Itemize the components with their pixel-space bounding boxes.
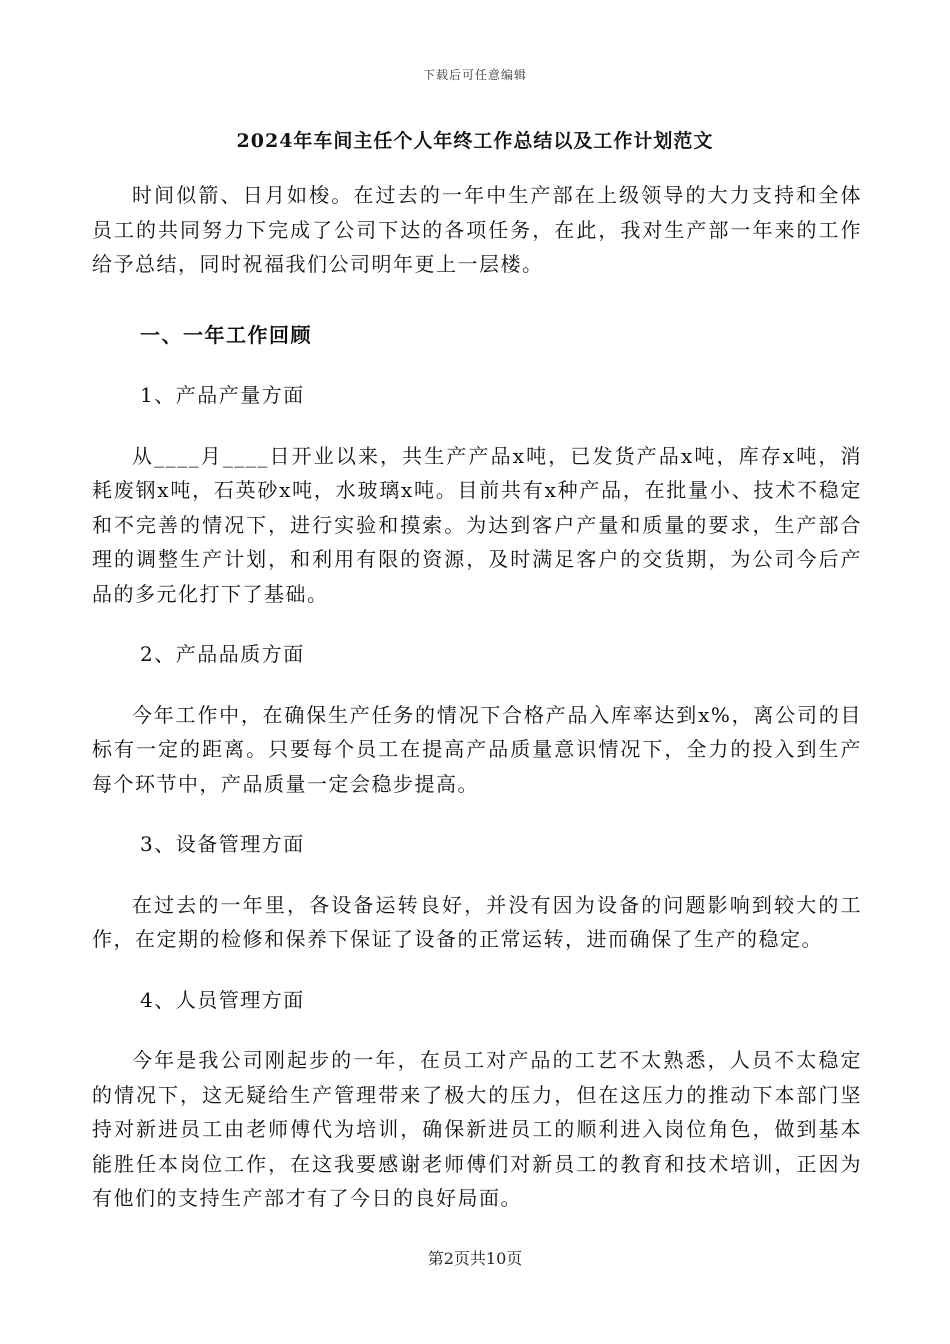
paragraph-quality: 今年工作中，在确保生产任务的情况下合格产品入库率达到x%，离公司的目标有一定的距离。只要每个员工在提高产品质量意识情况下，全力的投入到生产每个环节中，产品质量一定会稳步提高。 bbox=[92, 702, 862, 796]
document-title: 2024年车间主任个人年终工作总结以及工作计划范文 bbox=[236, 130, 714, 152]
intro-paragraph: 时间似箭、日月如梭。在过去的一年中生产部在上级领导的大力支持和全体员工的共同努力下完成了公司下达的各项任务，在此，我对生产部一年来的工作给予总结，同时祝福我们公司明年更上一层楼。 bbox=[92, 183, 862, 276]
subheading-personnel: 4、人员管理方面 bbox=[140, 987, 305, 1012]
subheading-equipment: 3、设备管理方面 bbox=[140, 832, 305, 856]
subheading-output: 1、产品产量方面 bbox=[140, 383, 305, 407]
section-heading-review: 一、一年工作回顾 bbox=[140, 322, 312, 347]
paragraph-personnel: 今年是我公司刚起步的一年，在员工对产品的工艺不太熟悉，人员不太稳定的情况下，这无疑给生产管理带来了极大的压力，但在这压力的推动下本部门坚持对新进员工由老师傅代为培训，确保新进员工的顺利进入岗位角色，做到基本能胜任本岗位工作，在这我要感谢老师傅们对新员工的教育和技术培训，正因为有他们的支持生产部才有了今日的良好局面。 bbox=[92, 1048, 862, 1210]
paragraph-output: 从____月____日开业以来，共生产产品x吨，已发货产品x吨，库存x吨，消耗废钢x吨，石英砂x吨，水玻璃x吨。目前共有x种产品，在批量小、技术不稳定和不完善的情况下，进行实验和摸索。为达到客户产量和质量的要求，生产部合理的调整生产计划，和利用有限的资源，及时满足客户的交货期，为公司今后产品的多元化打下了基础。 bbox=[92, 443, 862, 606]
subheading-quality: 2、产品品质方面 bbox=[140, 642, 305, 666]
page-number-footer: 第2页共10页 bbox=[427, 1249, 523, 1268]
header-note: 下载后可任意编辑 bbox=[422, 68, 527, 82]
paragraph-equipment: 在过去的一年里，各设备运转良好，并没有因为设备的问题影响到较大的工作，在定期的检修和保养下保证了设备的正常运转，进而确保了生产的稳定。 bbox=[92, 892, 862, 951]
document-body bbox=[92, 178, 862, 1216]
